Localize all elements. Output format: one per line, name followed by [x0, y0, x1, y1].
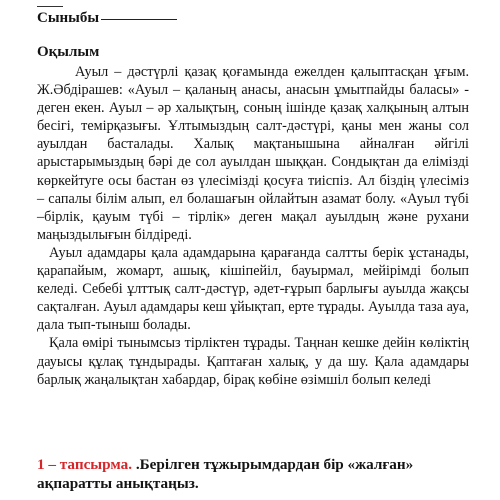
- task-1: [37, 455, 467, 493]
- class-blank-line[interactable]: [101, 19, 177, 20]
- paragraph-1: Ауыл – дәстүрлі қазақ қоғамында ежелден қалыптасқан ұғым. Ж.Әбдірашев: «Ауыл – қаланың анасы, анасын ұмытпайды баласы» - деген екен. Ауыл – әр халықтың, соның ішінде қазақ халқының алтын бесігі, темірқазығы. Ұлтымыздың салт-дәстүрі, қаны мен жаны сол ауылдан басталады. Халық мақтанышына айналған әйгілі арыстарымыздың бәрі де сол ауылдан шыққан. Сондықтан да елімізді көркейтуге осы бастан өз үлесімізді қосуға тиіспіз. Ал біздің үлесіміз – сапалы білім алып, ел болашағын ойлайтын азамат болу. «Ауыл түбі –бірлік, қауым түбі – тірлік» деген мақал ауылдың және рухани маңыздылығын білдіреді.: [37, 64, 469, 243]
- reading-text: [37, 63, 469, 389]
- task-number: 1 – тапсырма.: [37, 456, 133, 473]
- section-title: Оқылым: [37, 44, 100, 60]
- task-instruction: .Берілген тұжырымдардан бір «жалған» ақпаратты анықтаңыз.: [37, 456, 414, 492]
- top-rule: [37, 6, 63, 7]
- class-field: [37, 9, 177, 27]
- paragraph-2: Ауыл адамдары қала адамдарына қарағанда салтты берік ұстанады, қарапайым, жомарт, ашық, кішіпейіл, бауырмал, мейірімді болып келеді. Себебі ұлттық салт-дәстүр, әдет-ғұрып барлығы ауылда жақсы сақталған. Ауыл адамдары кеш ұйықтап, ерте тұрады. Ауылда таза ауа, дала тып-тыныш болады.: [37, 244, 469, 334]
- paragraph-3: Қала өмірі тынымсыз тірліктен тұрады. Таңнан кешке дейін көліктің дауысы құлақ тұндырады. Қаптаған халық, у да шу. Қала адамдары барлық жаңалықтан хабардар, бірақ көбіне өзімшіл болып келеді: [37, 335, 469, 388]
- class-label: Сыныбы: [37, 10, 100, 26]
